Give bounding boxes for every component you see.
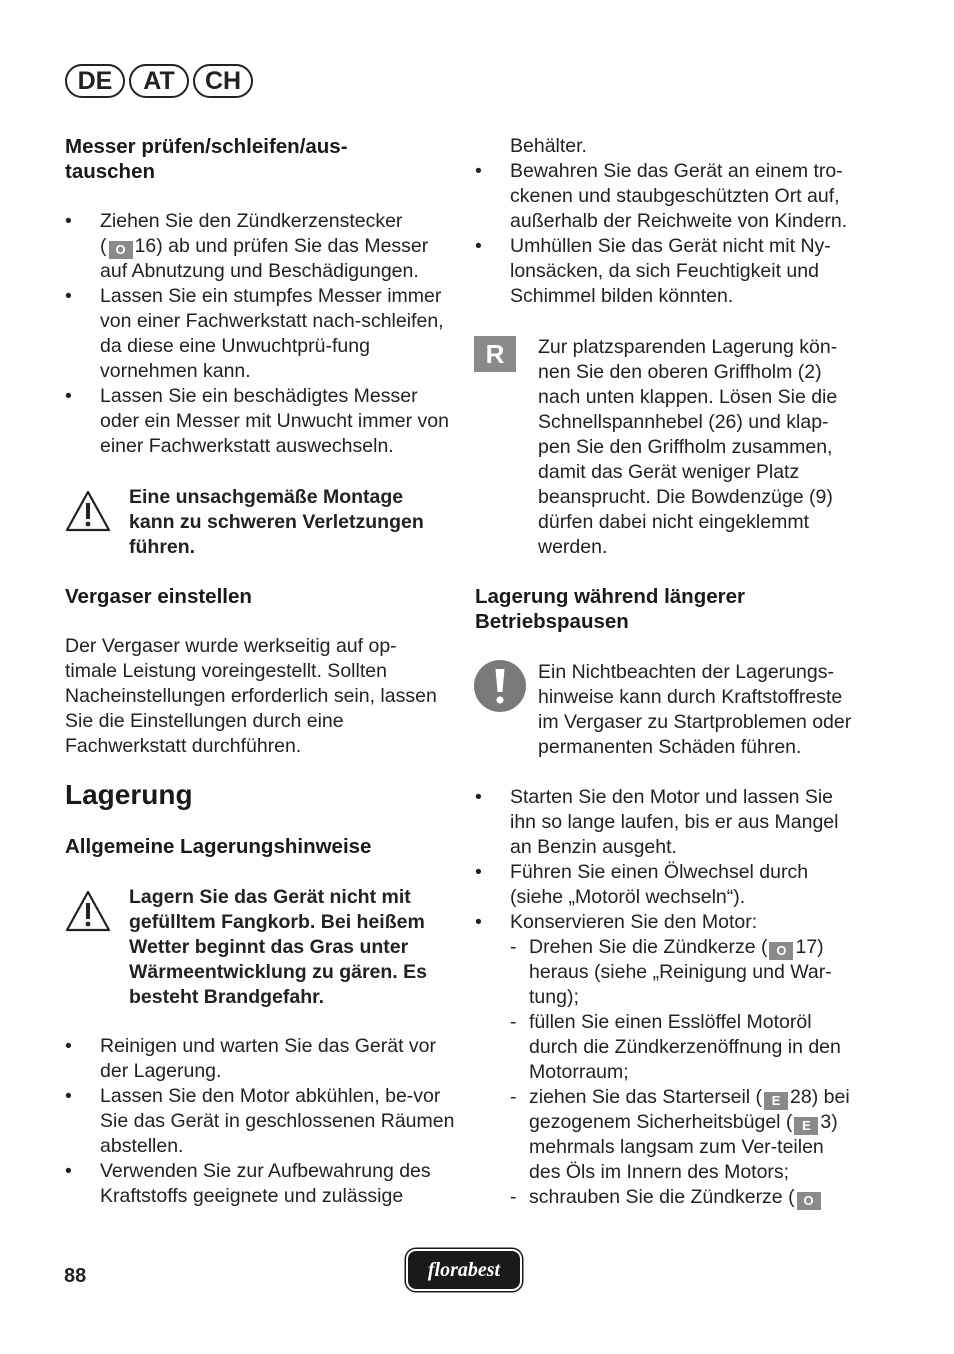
section-heading-general-storage: Allgemeine Lagerungshinweise <box>65 835 372 858</box>
country-badge-ch: CH <box>193 64 253 98</box>
list-item: • Lassen Sie ein beschädigtes Messer oder ein Messer mit Unwucht immer von einer Fachwerkstatt auswechseln. <box>65 384 455 459</box>
sub-item-text: Drehen Sie die Zündkerze ( <box>529 936 768 958</box>
sub-item-text: schrauben Sie die Zündkerze ( <box>529 1186 795 1208</box>
sub-list-item: - füllen Sie einen Esslöffel Motoröl durch die Zündkerzenöffnung in den Motorraum; <box>510 1010 860 1085</box>
list-item-text: Ziehen Sie den Zündkerzenstecker ( <box>100 210 403 257</box>
warning-text: Eine unsachgemäße Montage kann zu schweren Verletzungen führen. <box>129 486 424 558</box>
section-heading-blade: Messer prüfen/schleifen/aus- tauschen <box>65 135 348 183</box>
carburetor-paragraph: Der Vergaser wurde werkseitig auf op-timale Leistung voreingestellt. Sollten Nacheinstellungen erforderlich sein, lassen Sie die Einstellungen durch eine Fachwerkstatt durchführen. <box>65 635 437 757</box>
figure-ref-badge: O <box>769 942 793 960</box>
warning-text: Lagern Sie das Gerät nicht mit gefülltem Fangkorb. Bei heißem Wetter beginnt das Gras unter Wärmeentwicklung zu gären. Es besteht Brandgefahr. <box>129 886 427 1008</box>
list-item: • Führen Sie einen Ölwechsel durch (siehe „Motoröl wechseln“). <box>475 860 860 910</box>
general-storage-list <box>65 1034 455 1209</box>
list-item-text: 16) ab und prüfen Sie das Messer auf Abnutzung und Beschädigungen. <box>100 235 429 282</box>
list-item: • Reinigen und warten Sie das Gerät vor der Lagerung. <box>65 1034 455 1084</box>
list-item: • Umhüllen Sie das Gerät nicht mit Ny-lonsäcken, da sich Feuchtigkeit und Schimmel bilden könnten. <box>475 234 860 309</box>
figure-ref-badge: E <box>794 1117 818 1135</box>
figure-ref-badge: O <box>109 241 133 259</box>
brand-logo: florabest <box>406 1249 522 1291</box>
caution-exclamation-icon <box>473 659 527 713</box>
long-storage-list <box>475 785 860 1210</box>
country-badge-de: DE <box>65 64 125 98</box>
warning-triangle-icon <box>64 889 112 933</box>
sub-item-text: 28) bei gezogenem Sicherheitsbügel ( <box>529 1086 850 1133</box>
list-item <box>65 209 455 284</box>
figure-ref-badge: E <box>764 1092 788 1110</box>
section-heading-long-storage: Lagerung während längerer Betriebspausen <box>475 585 745 633</box>
country-badge-at: AT <box>129 64 189 98</box>
caution-text: Ein Nichtbeachten der Lagerungs-hinweise kann durch Kraftstoffreste im Vergaser zu Startproblemen oder permanenten Schäden führen. <box>538 661 852 758</box>
sub-item-text: 3) mehrmals langsam zum Ver-teilen des Öls im Innern des Motors; <box>529 1111 838 1183</box>
sub-list-item <box>510 1185 860 1210</box>
sub-list-item <box>510 935 860 1010</box>
storage-list-continued <box>475 159 860 309</box>
sub-item-text: ziehen Sie das Starterseil ( <box>529 1086 763 1108</box>
note-icon: R <box>474 336 516 372</box>
figure-ref-badge: O <box>797 1192 821 1210</box>
page-number: 88 <box>64 1265 87 1287</box>
sub-item-text: 17) heraus (siehe „Reinigung und War-tung); <box>529 936 832 1008</box>
sub-list-item <box>510 1085 860 1185</box>
page-title: Lagerung <box>65 779 193 810</box>
list-item: • Bewahren Sie das Gerät an einem tro-ckenen und staubgeschützten Ort auf, außerhalb der Reichweite von Kindern. <box>475 159 860 234</box>
blade-list <box>65 209 455 459</box>
warning-triangle-icon <box>64 489 112 533</box>
sub-list <box>510 935 860 1210</box>
list-item: • Starten Sie den Motor und lassen Sie ihn so lange laufen, bis er aus Mangel an Benzin ausgeht. <box>475 785 860 860</box>
continued-text: Behälter. <box>510 135 587 157</box>
section-heading-carburetor: Vergaser einstellen <box>65 585 252 608</box>
list-item-text: Konservieren Sie den Motor: <box>510 911 758 933</box>
list-item <box>475 910 860 1210</box>
list-item: • Lassen Sie ein stumpfes Messer immer von einer Fachwerkstatt nach-schleifen, da diese eine Unwuchtprü-fung vornehmen kann. <box>65 284 455 384</box>
list-item: • Lassen Sie den Motor abkühlen, be-vor Sie das Gerät in geschlossenen Räumen abstellen. <box>65 1084 455 1159</box>
note-text: Zur platzsparenden Lagerung kön-nen Sie den oberen Griffholm (2) nach unten klappen. Lösen Sie die Schnellspannhebel (26) und klap-pen Sie den Griffholm zusammen, damit das Gerät weniger Platz beansprucht. Die Bowdenzüge (9) dürfen dabei nicht eingeklemmt werden. <box>538 336 838 558</box>
list-item: • Verwenden Sie zur Aufbewahrung des Kraftstoffs geeignete und zulässige <box>65 1159 455 1209</box>
